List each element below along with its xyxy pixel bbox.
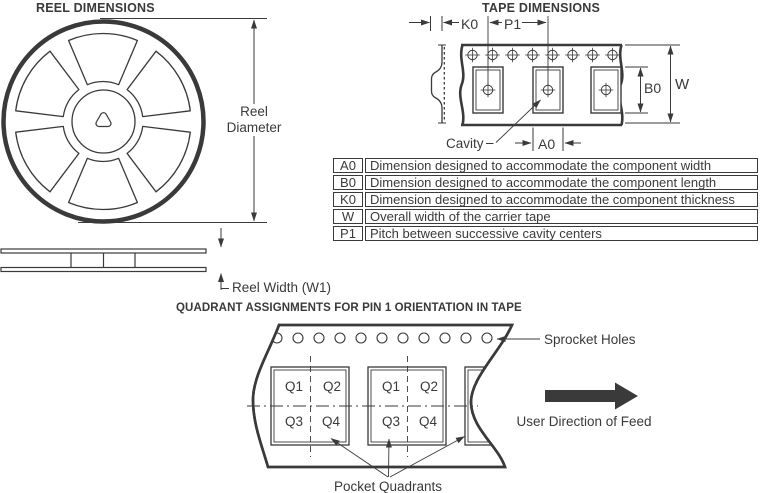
dim-code: A0	[333, 158, 363, 173]
dim-desc: Pitch between successive cavity centers	[365, 226, 758, 241]
pocket2-q4-label: Q4	[418, 414, 438, 429]
dim-desc: Dimension designed to accommodate the component length	[365, 175, 758, 190]
feed-direction-label: User Direction of Feed	[516, 414, 652, 429]
reel-diameter-label: Reel Diameter	[224, 104, 285, 136]
pocket2-q1-label: Q1	[381, 379, 401, 394]
dim-desc: Dimension designed to accommodate the component width	[365, 158, 758, 173]
a0-label: A0	[538, 136, 556, 152]
reel-dimensions-title: REEL DIMENSIONS	[36, 1, 155, 15]
table-row	[333, 175, 758, 190]
pocket1-q2-label: Q2	[322, 379, 342, 394]
pocket1-q4-label: Q4	[321, 414, 341, 429]
dim-desc: Dimension designed to accommodate the component thickness	[365, 192, 758, 207]
dim-code: B0	[333, 175, 363, 190]
pocket1-q3-label: Q3	[284, 414, 304, 429]
feed-direction-arrow-icon	[545, 383, 638, 410]
tape-cavities	[473, 67, 621, 113]
tape-side-profile	[432, 45, 447, 123]
dim-code: W	[333, 209, 363, 224]
sprocket-holes-label: Sprocket Holes	[544, 332, 636, 347]
quadrant-assignments-title: QUADRANT ASSIGNMENTS FOR PIN 1 ORIENTATION IN TAPE	[176, 302, 522, 314]
pocket2-q3-label: Q3	[381, 414, 401, 429]
reel-front-view-drawing	[4, 22, 204, 222]
dim-desc: Overall width of the carrier tape	[365, 209, 758, 224]
table-row	[333, 226, 758, 241]
tape-dimension-definitions-table	[331, 156, 760, 243]
pocket-quadrants-label: Pocket Quadrants	[333, 479, 443, 493]
w-label: W	[675, 76, 690, 93]
table-row	[333, 192, 758, 207]
b0-label: B0	[644, 80, 662, 96]
reel-side-view-drawing	[1, 228, 229, 290]
dim-code: P1	[333, 226, 363, 241]
k0-dimension	[409, 16, 459, 31]
table-row	[333, 209, 758, 224]
reel-width-label: Reel Width (W1)	[232, 280, 332, 295]
table-row	[333, 158, 758, 173]
pin1-orientation-drawing	[247, 325, 638, 477]
dim-code: K0	[333, 192, 363, 207]
pocket1-q1-label: Q1	[284, 379, 304, 394]
cavity-label: Cavity	[446, 136, 484, 151]
pocket2-q2-label: Q2	[419, 379, 439, 394]
k0-label: K0	[461, 16, 479, 32]
tape-dimensions-title: TAPE DIMENSIONS	[482, 1, 601, 15]
tape-top-view-drawing	[409, 16, 680, 151]
p1-label: P1	[504, 16, 522, 32]
